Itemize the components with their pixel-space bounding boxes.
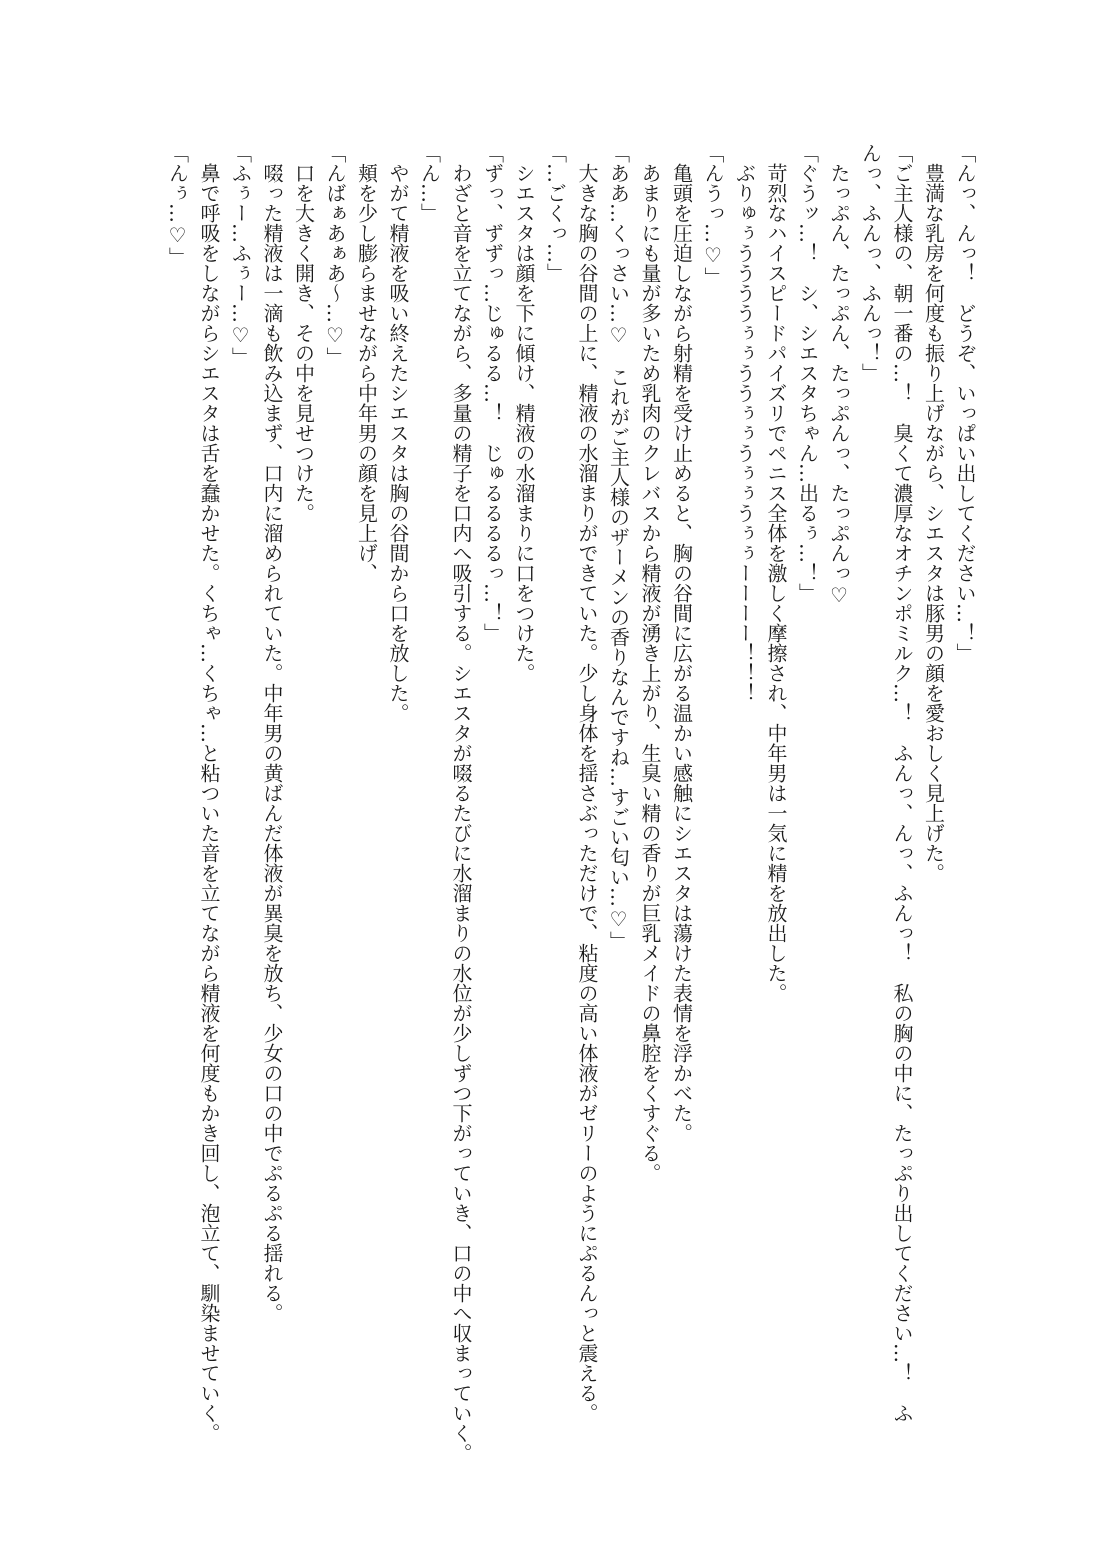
- text-line: 「んうっ…♡」: [701, 143, 725, 287]
- text-line: 「…ごくっ…」: [543, 143, 568, 283]
- text-line: 苛烈なハイスピードパイズリでペニス全体を激しく摩擦され、中年男は一気に精を放出した。: [764, 143, 788, 1003]
- text-line: 亀頭を圧迫しながら射精を受け止めると、胸の谷間に広がる温かい感触にシエスタは蕩けた表情を浮かべた。: [669, 143, 694, 1143]
- text-line: 鼻で呼吸をしながらシエスタは舌を蠢かせた。くちゃ…くちゃ…と粘ついた音を立てながら精液を何度もかき回し、泡立て、馴染ませていく。: [197, 143, 221, 1443]
- text-line: 「んばぁあぁあ～…♡」: [323, 143, 347, 367]
- text-line: 大きな胸の谷間の上に、精液の水溜まりができていた。少し身体を揺さぶっただけで、粘度の高い体液がゼリーのようにぷるんっと震える。: [575, 143, 599, 1423]
- text-line: 「ん…」: [417, 143, 442, 223]
- text-line: 「ぐうッ…！ シ、シエスタちゃん…出るぅ…！」: [795, 143, 820, 603]
- text-line: わざと音を立てながら、多量の精子を口内へ吸引する。シエスタが啜るたびに水溜まりの水位が少しずつ下がっていき、口の中へ収まっていく。: [449, 143, 473, 1463]
- text-line: んっ、ふんっ、ふんっ！」: [858, 143, 883, 383]
- text-line: 啜った精液は一滴も飲み込まず、口内に溜められていた。中年男の黄ばんだ体液が異臭を放ち、少女の口の中でぷるぷる揺れる。: [260, 143, 284, 1323]
- text-line: やがて精液を吸い終えたシエスタは胸の谷間から口を放した。: [386, 143, 410, 723]
- vertical-text-page: [161, 143, 980, 1463]
- text-line: 「んっ、んっ！ どうぞ、いっぱい出してください…！」: [953, 143, 977, 663]
- text-line: 「ずっ、ずずっ…じゅるる…！ じゅるるるるっ…！」: [480, 143, 505, 643]
- text-line: あまりにも量が多いため乳肉のクレバスから精液が湧き上がり、生臭い精の香りが巨乳メイドの鼻腔をくすぐる。: [638, 143, 662, 1183]
- text-line: シエスタは顔を下に傾け、精液の水溜まりに口をつけた。: [512, 143, 536, 683]
- text-line: たっぷん、たっぷん、たっぷんっ、たっぷんっ♡: [827, 143, 851, 607]
- text-line: 「ご主人様の、朝一番の…！ 臭くて濃厚なオチンポミルク…！ ふんっ、んっ、ふんっ！ 私の胸の中に、たっぷり出してください…！ ふ: [890, 143, 914, 1423]
- text-line: 「ふぅー…ふぅー…♡」: [228, 143, 253, 367]
- text-line: 頬を少し膨らませながら中年男の顔を見上げ、: [354, 143, 379, 583]
- text-line: 口を大きく開き、その中を見せつけた。: [291, 143, 316, 523]
- text-line: ぶりゅぅううううぅぅううぅぅうぅぅうぅぅーーーー！！！: [732, 143, 757, 703]
- text-line: 豊満な乳房を何度も振り上げながら、シエスタは豚男の顔を愛おしく見上げた。: [921, 143, 946, 883]
- text-line: 「ああ…くっさい…♡ これがご主人様のザーメンの香りなんですね…すごい匂い…♡」: [606, 143, 631, 951]
- text-line: 「んぅ…♡」: [165, 143, 190, 267]
